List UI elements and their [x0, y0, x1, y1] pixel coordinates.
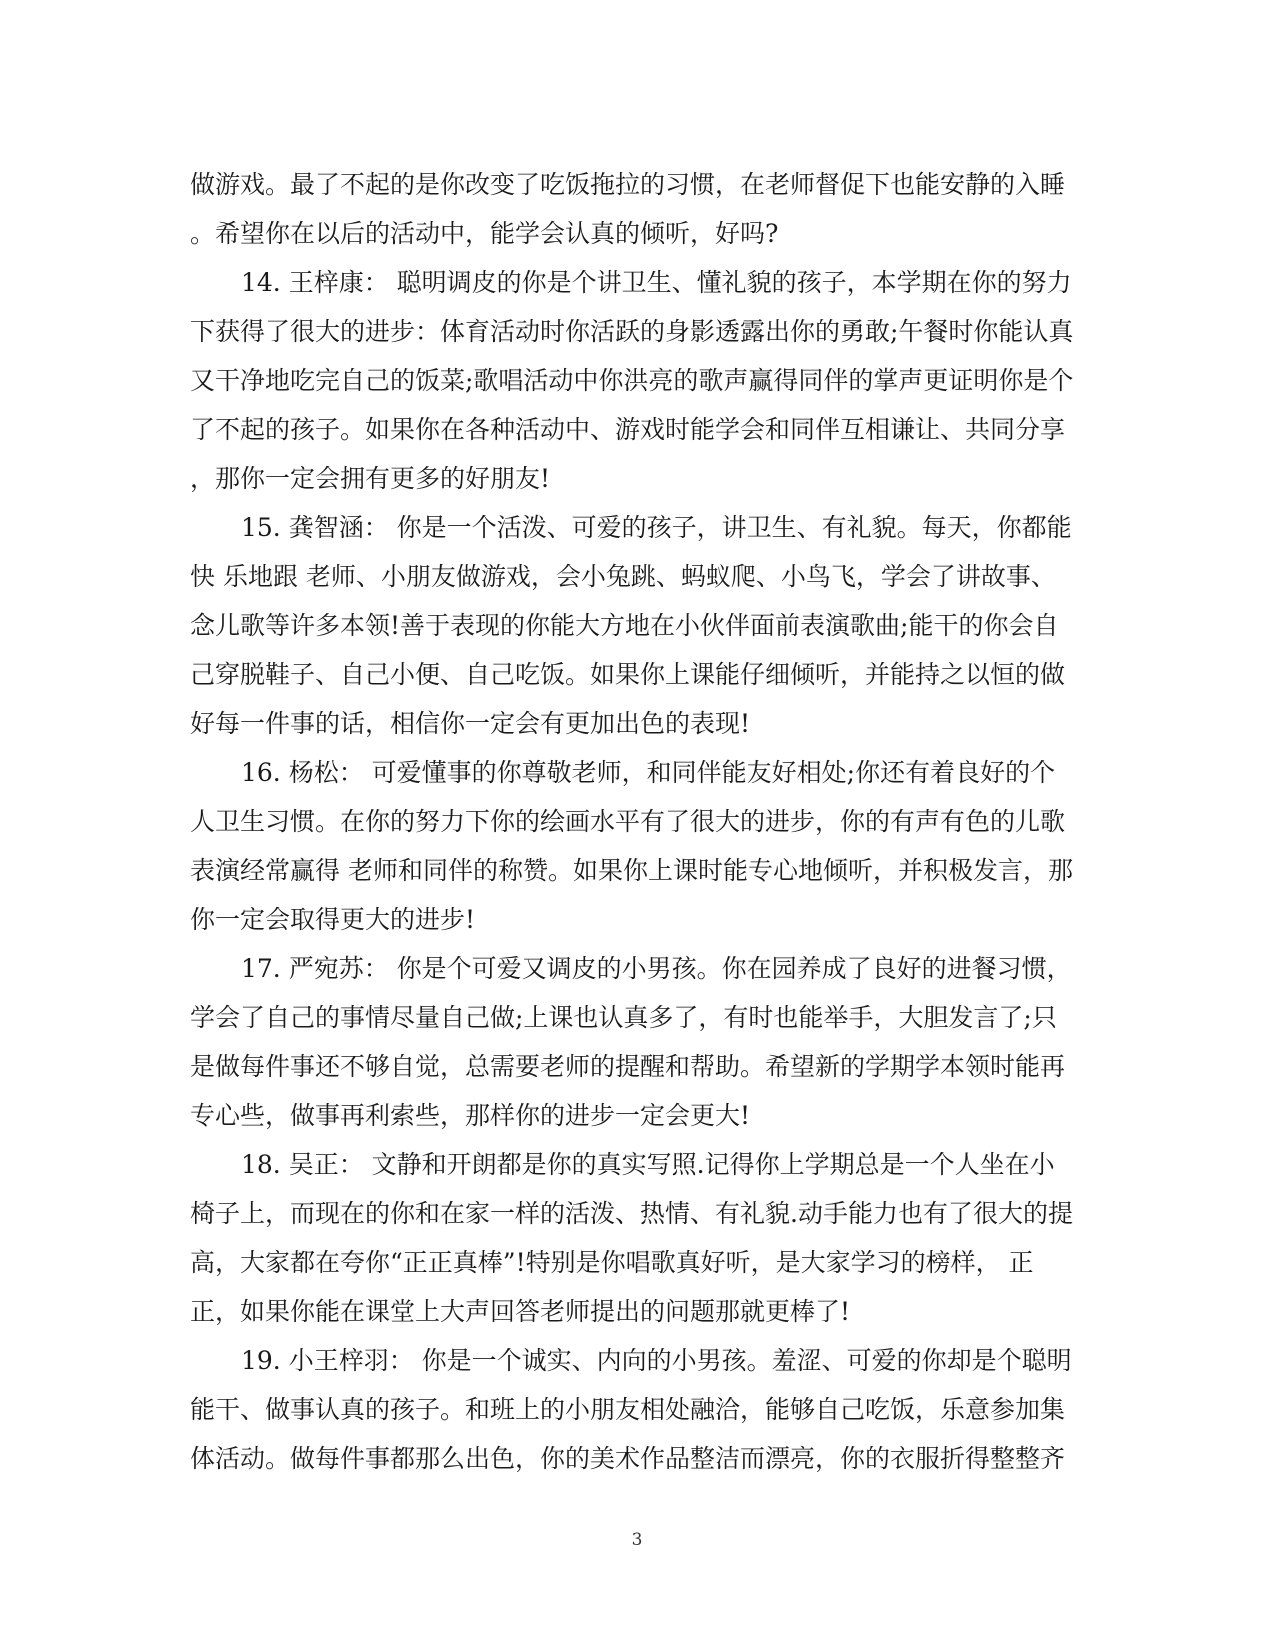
text-line: 体活动。做每件事都那么出色，你的美术作品整洁而漂亮，你的衣服折得整整齐 — [190, 1444, 1066, 1473]
paragraph-start-17: 17. 严宛苏： 你是个可爱又调皮的小男孩。你在园养成了良好的进餐习惯， — [241, 954, 1072, 983]
text-line: 了不起的孩子。如果你在各种活动中、游戏时能学会和同伴互相谦让、共同分享 — [190, 415, 1066, 444]
text-line: 做游戏。最了不起的是你改变了吃饭拖拉的习惯，在老师督促下也能安静的入睡 — [190, 170, 1066, 199]
text-line: 你一定会取得更大的进步! — [190, 905, 476, 934]
text-line: 快 乐地跟 老师、小朋友做游戏，会小兔跳、蚂蚁爬、小鸟飞，学会了讲故事、 — [190, 562, 1056, 591]
text-line: 椅子上，而现在的你和在家一样的活泼、热情、有礼貌.动手能力也有了很大的提 — [190, 1199, 1073, 1228]
paragraph-start-19: 19. 小王梓羽： 你是一个诚实、内向的小男孩。羞涩、可爱的你却是个聪明 — [241, 1346, 1072, 1375]
text-line: 己穿脱鞋子、自己小便、自己吃饭。如果你上课能仔细倾听，并能持之以恒的做 — [190, 660, 1066, 689]
text-line: 高，大家都在夸你“正正真棒”!特别是你唱歌真好听，是大家学习的榜样， 正 — [190, 1248, 1034, 1277]
paragraph-start-14: 14. 王梓康： 聪明调皮的你是个讲卫生、懂礼貌的孩子，本学期在你的努力 — [241, 268, 1072, 297]
body-text — [190, 160, 1090, 1483]
text-line: 表演经常赢得 老师和同伴的称赞。如果你上课时能专心地倾听，并积极发言，那 — [190, 856, 1073, 885]
paragraph-start-18: 18. 吴正： 文静和开朗都是你的真实写照.记得你上学期总是一个人坐在小 — [241, 1150, 1055, 1179]
text-line: 人卫生习惯。在你的努力下你的绘画水平有了很大的进步，你的有声有色的儿歌 — [190, 807, 1066, 836]
text-line: 好每一件事的话，相信你一定会有更加出色的表现! — [190, 709, 751, 738]
text-line: 。希望你在以后的活动中，能学会认真的倾听，好吗? — [190, 219, 779, 248]
text-line: 能干、做事认真的孩子。和班上的小朋友相处融洽，能够自己吃饭，乐意参加集 — [190, 1395, 1066, 1424]
text-line: 学会了自己的事情尽量自己做;上课也认真多了，有时也能举手，大胆发言了;只 — [190, 1003, 1057, 1032]
text-line: 正，如果你能在课堂上大声回答老师提出的问题那就更棒了! — [190, 1297, 851, 1326]
text-line: 又干净地吃完自己的饭菜;歌唱活动中你洪亮的歌声赢得同伴的掌声更证明你是个 — [190, 366, 1074, 395]
text-line: 下获得了很大的进步：体育活动时你活跃的身影透露出你的勇敢;午餐时你能认真 — [190, 317, 1074, 346]
text-line: ，那你一定会拥有更多的好朋友! — [190, 464, 551, 493]
page-number: 3 — [631, 1530, 643, 1550]
paragraph-start-15: 15. 龚智涵： 你是一个活泼、可爱的孩子，讲卫生、有礼貌。每天，你都能 — [241, 513, 1072, 542]
paragraph-start-16: 16. 杨松： 可爱懂事的你尊敬老师，和同伴能友好相处;你还有着良好的个 — [241, 758, 1056, 787]
text-line: 是做每件事还不够自觉，总需要老师的提醒和帮助。希望新的学期学本领时能再 — [190, 1052, 1066, 1081]
text-line: 念儿歌等许多本领!善于表现的你能大方地在小伙伴面前表演歌曲;能干的你会自 — [190, 611, 1059, 640]
text-line: 专心些，做事再利索些，那样你的进步一定会更大! — [190, 1101, 751, 1130]
